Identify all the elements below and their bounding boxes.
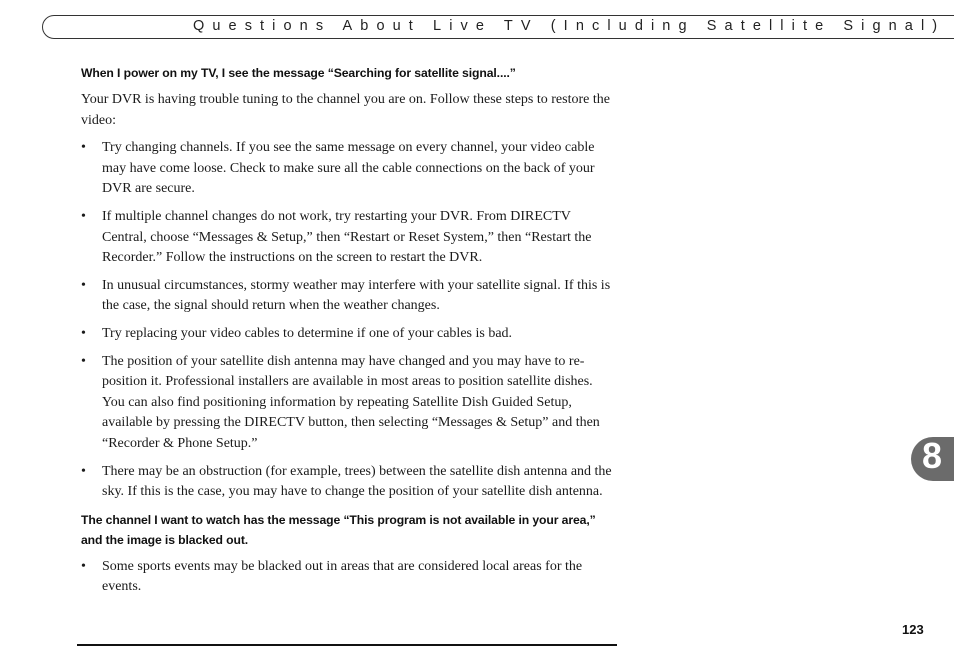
chapter-number: 8 bbox=[922, 435, 943, 476]
bullet-icon: • bbox=[81, 140, 86, 156]
bullet-icon: • bbox=[81, 277, 86, 293]
list-item: • Try replacing your video cables to determine if one of your cables is bad. bbox=[81, 324, 613, 345]
list-item: • If multiple channel changes do not work, try restarting your DVR. From DIRECTV Central, choose “Messages & Setup,” then “Restart or Reset System,” then “Restart the Recorder.” Follow the instructions on the screen to restart the DVR. bbox=[81, 208, 592, 266]
list-item: • Some sports events may be blacked out in areas that are considered local areas for the events. bbox=[81, 558, 583, 595]
list-item: • There may be an obstruction (for example, trees) between the satellite dish antenna and the sky. If this is the case, you may have to change the position of your satellite dish antenna. bbox=[81, 463, 612, 500]
bullet-icon: • bbox=[81, 353, 86, 369]
section-heading-blackout: The channel I want to watch has the message “This program is not available in your area,” and the image is blacked out. bbox=[81, 512, 596, 547]
troubleshooting-list bbox=[81, 138, 613, 503]
section-intro: Your DVR is having trouble tuning to the channel you are on. Follow these steps to restore the video: bbox=[81, 92, 610, 128]
bullet-icon: • bbox=[81, 208, 86, 224]
list-item: • In unusual circumstances, stormy weather may interfere with your satellite signal. If this is the case, the signal should return when the weather changes. bbox=[81, 277, 611, 314]
page-header-title: Questions About Live TV (Including Satellite Signal) bbox=[193, 18, 946, 34]
list-item: • Try changing channels. If you see the same message on every channel, your video cable may have come loose. Check to make sure all the cable connections on the back of your DVR are secure. bbox=[81, 140, 595, 197]
bullet-icon: • bbox=[81, 558, 86, 574]
bullet-icon: • bbox=[81, 325, 86, 341]
list-item: • The position of your satellite dish antenna may have changed and you may have to re-position it. Professional installers are available in most areas to position satellite dishes. You can also find positioning information by repeating Satellite Dish Guided Setup, available by pressing the DIRECTV button, then selecting “Messages & Setup” and then “Recorder & Phone Setup.” bbox=[81, 353, 600, 451]
bullet-icon: • bbox=[81, 463, 86, 479]
main-content bbox=[81, 63, 613, 605]
blackout-list bbox=[81, 557, 613, 598]
footer-rule bbox=[77, 644, 617, 646]
page-number: 123 bbox=[902, 622, 924, 637]
section-heading-searching-signal: When I power on my TV, I see the message “Searching for satellite signal....” bbox=[81, 66, 516, 80]
